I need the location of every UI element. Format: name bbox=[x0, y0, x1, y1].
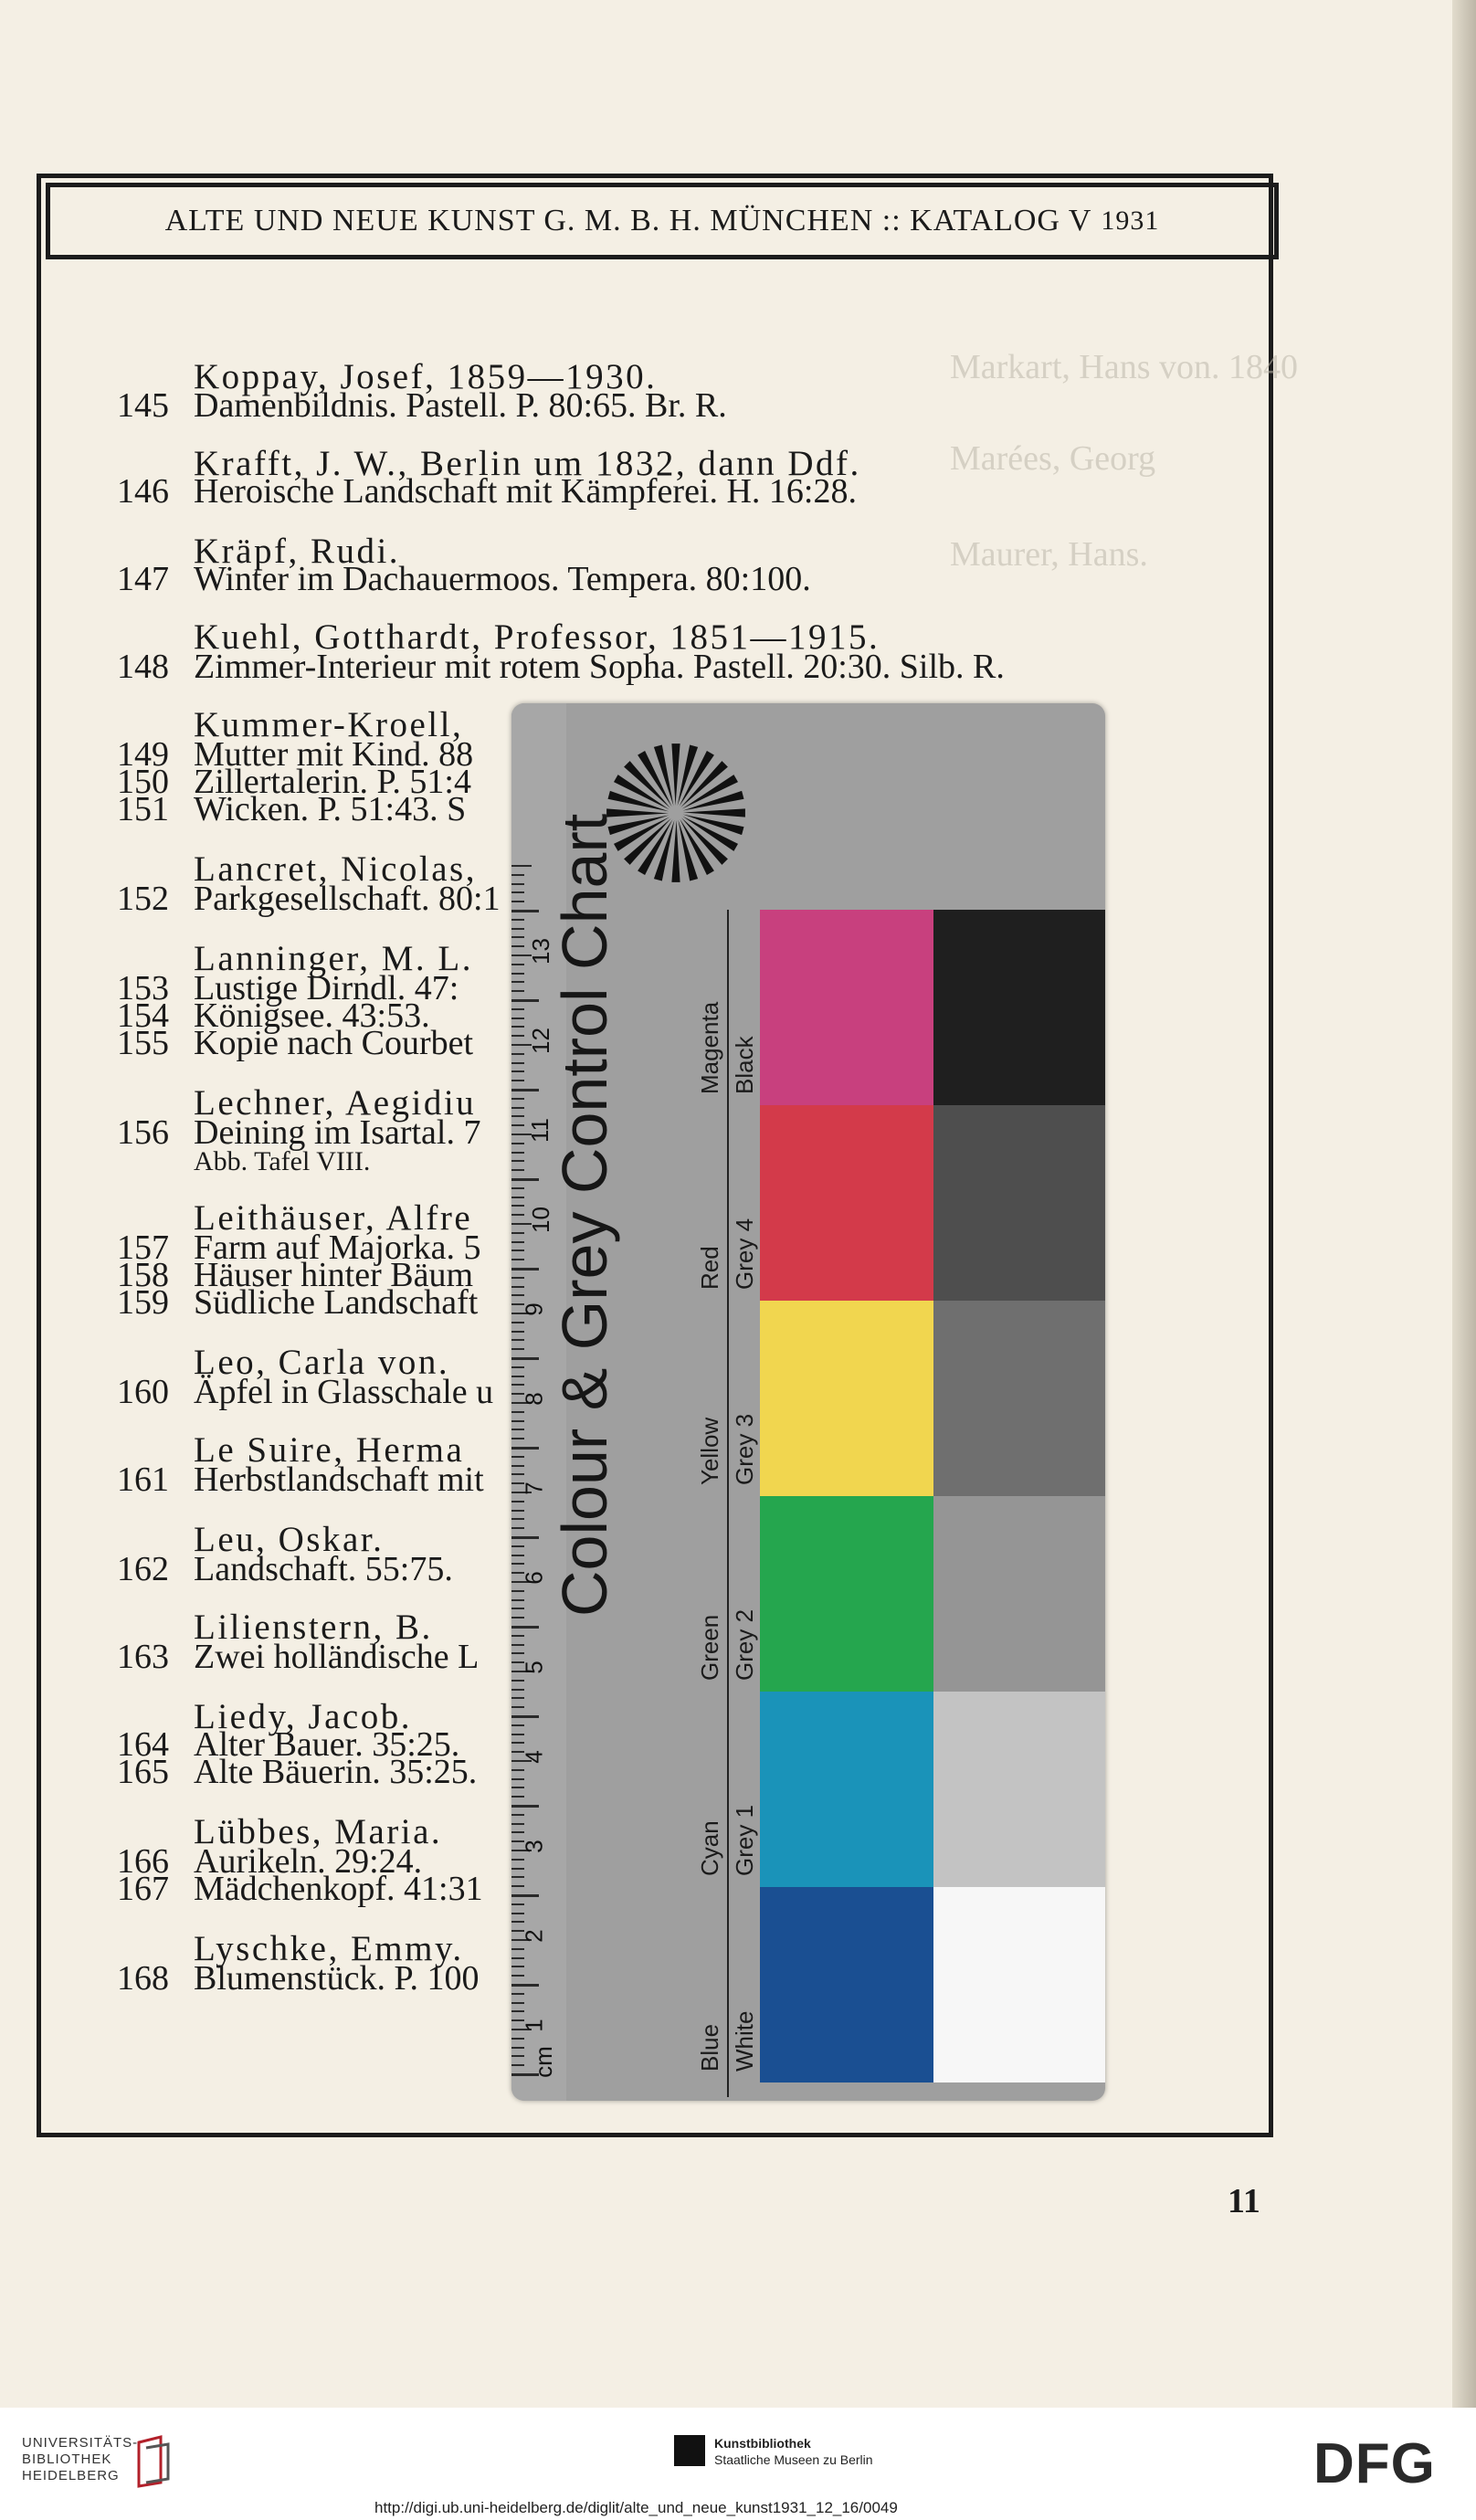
grey-swatch-black bbox=[933, 910, 1105, 1105]
ruler-tick bbox=[511, 1921, 524, 1923]
ruler-tick bbox=[511, 1626, 539, 1629]
ruler-tick bbox=[511, 1035, 524, 1037]
show-through-text: Marées, Georg bbox=[950, 439, 1156, 478]
ruler-tick bbox=[511, 865, 532, 867]
ruler-tick bbox=[511, 1241, 524, 1243]
ruler-tick bbox=[511, 1948, 524, 1950]
entry-text: Abb. Tafel VIII. bbox=[194, 1146, 371, 1176]
entry-text: Kopie nach Courbet bbox=[194, 1024, 474, 1062]
ruler-tick bbox=[511, 1026, 524, 1028]
ruler-number: 4 bbox=[520, 1750, 548, 1764]
entry-number: 152 bbox=[117, 880, 169, 918]
footer bbox=[0, 2408, 1476, 2520]
ruler-tick bbox=[511, 1984, 539, 1987]
entry-number: 166 bbox=[117, 1842, 169, 1881]
library-sub: Staatliche Museen zu Berlin bbox=[714, 2452, 873, 2467]
ruler-tick bbox=[511, 1689, 524, 1691]
entry-text: Lechner, Aegidiu bbox=[194, 1083, 477, 1123]
ruler-tick bbox=[511, 1080, 524, 1081]
entry-number: 150 bbox=[117, 763, 169, 801]
ruler-tick bbox=[511, 1527, 524, 1529]
entry-number: 159 bbox=[117, 1283, 169, 1322]
ruler-tick bbox=[511, 1115, 524, 1117]
ruler-tick bbox=[511, 1232, 524, 1234]
ruler-number: 12 bbox=[526, 1028, 554, 1054]
ruler-tick bbox=[511, 1868, 524, 1870]
entry-text: Alte Bäuerin. 35:25. bbox=[194, 1753, 478, 1791]
dfg-logo: DFG bbox=[1313, 2432, 1436, 2495]
ruler-tick bbox=[511, 1420, 524, 1422]
ruler-tick bbox=[511, 1831, 524, 1833]
ruler-tick bbox=[511, 1680, 524, 1682]
ruler-tick bbox=[511, 1331, 524, 1333]
entry-text: Deining im Isartal. 7 bbox=[194, 1113, 481, 1152]
entry-text: Kummer-Kroell, bbox=[194, 705, 464, 744]
entry-number: 157 bbox=[117, 1228, 169, 1267]
entry-number: 151 bbox=[117, 790, 169, 828]
ruler-tick bbox=[511, 2064, 524, 2066]
ruler-tick bbox=[511, 1197, 524, 1198]
ruler-tick bbox=[511, 1384, 524, 1386]
entry-text: Südliche Landschaft bbox=[194, 1283, 479, 1322]
ruler-number: 3 bbox=[520, 1840, 548, 1853]
entry-text: Liedy, Jacob. bbox=[194, 1697, 412, 1736]
ruler-tick bbox=[511, 1143, 524, 1144]
ruler-tick bbox=[511, 1070, 524, 1072]
ruler-number: 2 bbox=[520, 1929, 548, 1943]
colour-swatch-blue bbox=[760, 1887, 933, 2082]
entry-number: 160 bbox=[117, 1373, 169, 1411]
ruler-tick bbox=[511, 1438, 524, 1439]
sunburst-ray bbox=[683, 791, 744, 811]
ruler-tick bbox=[511, 1286, 524, 1288]
colour-grey-control-chart bbox=[511, 703, 1105, 2101]
colour-label: Red bbox=[696, 1246, 723, 1290]
entry-text: Lilienstern, B. bbox=[194, 1608, 433, 1647]
entry-text: Herbstlandschaft mit bbox=[194, 1460, 484, 1499]
entry-number: 165 bbox=[117, 1753, 169, 1791]
colour-label: Yellow bbox=[696, 1417, 723, 1485]
ruler-number: 8 bbox=[520, 1392, 548, 1406]
entry-text: Äpfel in Glasschale u bbox=[194, 1373, 494, 1411]
ruler-tick bbox=[511, 1975, 524, 1977]
ruler-tick bbox=[511, 910, 539, 912]
ruler-tick bbox=[511, 1357, 539, 1360]
ruler-number: 6 bbox=[520, 1571, 548, 1585]
ruler-tick bbox=[511, 2002, 524, 2004]
entry-text: Zwei holländische L bbox=[194, 1638, 480, 1676]
sunburst-ray bbox=[671, 820, 680, 882]
entry-text: Mädchenkopf. 41:31 bbox=[194, 1870, 483, 1908]
ruler-tick bbox=[511, 1715, 539, 1718]
ruler-tick bbox=[511, 901, 524, 902]
kunstbibliothek-name bbox=[714, 2435, 873, 2468]
entry-number: 156 bbox=[117, 1113, 169, 1152]
entry-text: Damenbildnis. Pastell. P. 80:65. Br. R. bbox=[194, 386, 727, 425]
ruler-tick bbox=[511, 1644, 524, 1646]
grey-label: Black bbox=[731, 1036, 758, 1094]
ruler-tick bbox=[511, 1590, 524, 1592]
ruler-tick bbox=[511, 1008, 524, 1010]
ruler-tick bbox=[511, 1608, 524, 1609]
ruler-tick bbox=[511, 1098, 524, 1100]
ruler-tick bbox=[511, 883, 524, 885]
entry-number: 155 bbox=[117, 1024, 169, 1062]
entry-text: Krafft, J. W., Berlin um 1832, dann Ddf. bbox=[194, 444, 861, 483]
ruler-tick bbox=[511, 1473, 524, 1475]
colour-swatch-green bbox=[760, 1496, 933, 1692]
colour-label: Green bbox=[696, 1614, 723, 1681]
sunburst-ray bbox=[671, 743, 680, 806]
ruler-tick bbox=[511, 1706, 524, 1708]
chart-title: Colour & Grey Control Chart bbox=[549, 813, 620, 1617]
ruler-number: 1 bbox=[520, 2019, 548, 2032]
ruler-tick bbox=[511, 874, 524, 876]
grey-swatch-grey-2 bbox=[933, 1496, 1105, 1692]
grey-swatch-grey-3 bbox=[933, 1301, 1105, 1496]
ruler-tick bbox=[511, 1259, 524, 1260]
ruler-tick bbox=[511, 2055, 524, 2057]
grey-label: White bbox=[731, 2010, 758, 2072]
entry-text: Kuehl, Gotthardt, Professor, 1851—1915. bbox=[194, 617, 880, 657]
ruler-number: 13 bbox=[526, 938, 554, 965]
ruler-tick bbox=[511, 1814, 524, 1816]
entry-text: Leo, Carla von. bbox=[194, 1343, 450, 1382]
entry-number: 147 bbox=[117, 560, 169, 598]
catalog-header-year: 1931 bbox=[1101, 206, 1160, 236]
entry-text: Koppay, Josef, 1859—1930. bbox=[194, 357, 658, 396]
ruler-tick bbox=[511, 1017, 524, 1019]
ruler-tick bbox=[511, 1957, 524, 1959]
ruler-tick bbox=[511, 2038, 524, 2040]
library-name: Kunstbibliothek bbox=[714, 2436, 811, 2451]
ruler-tick bbox=[511, 1294, 524, 1296]
ruler-tick bbox=[511, 1124, 524, 1126]
sunburst-ray bbox=[654, 745, 674, 807]
ruler-tick bbox=[511, 1652, 524, 1654]
ruler-tick bbox=[511, 1348, 524, 1350]
entry-text: Zimmer-Interieur mit rotem Sopha. Pastell. 20:30. Silb. R. bbox=[194, 648, 1005, 686]
ruler-tick bbox=[511, 1062, 524, 1064]
ruler-tick bbox=[511, 1268, 539, 1271]
ruler-tick bbox=[511, 945, 524, 947]
ruler-tick bbox=[511, 1742, 524, 1744]
ruler-tick bbox=[511, 1724, 524, 1726]
university-logo-icon bbox=[133, 2433, 174, 2488]
entry-number: 163 bbox=[117, 1638, 169, 1676]
university-line: HEIDELBERG bbox=[22, 2468, 120, 2483]
ruler-tick bbox=[511, 1635, 524, 1637]
entry-number: 149 bbox=[117, 735, 169, 774]
entry-text: Le Suire, Herma bbox=[194, 1430, 465, 1470]
colour-label: Magenta bbox=[696, 1001, 723, 1094]
ruler-tick bbox=[511, 1339, 524, 1341]
entry-number: 167 bbox=[117, 1870, 169, 1908]
ruler-tick bbox=[511, 1778, 524, 1780]
ruler-tick bbox=[511, 1796, 524, 1798]
ruler-tick bbox=[511, 2047, 524, 2049]
entry-number: 153 bbox=[117, 969, 169, 1007]
ruler-tick bbox=[511, 1563, 524, 1565]
entry-text: Wicken. P. 51:43. S bbox=[194, 790, 467, 828]
sunburst-icon bbox=[603, 740, 749, 886]
ruler-tick bbox=[511, 1249, 524, 1251]
ruler-tick bbox=[511, 981, 524, 983]
ruler-number: 5 bbox=[520, 1661, 548, 1674]
ruler-tick bbox=[511, 1787, 524, 1788]
entry-text: Lancret, Nicolas, bbox=[194, 849, 477, 889]
grey-swatch-grey-1 bbox=[933, 1692, 1105, 1887]
ruler-tick bbox=[511, 1447, 539, 1450]
ruler-number: 7 bbox=[520, 1481, 548, 1495]
entry-text: Aurikeln. 29:24. bbox=[194, 1842, 423, 1881]
ruler-tick bbox=[511, 1913, 524, 1914]
entry-text: Blumenstück. P. 100 bbox=[194, 1959, 480, 1998]
sunburst-ray bbox=[683, 808, 745, 817]
ruler-tick bbox=[511, 1187, 524, 1189]
ruler-tick bbox=[511, 1169, 524, 1171]
ruler-tick bbox=[511, 1697, 524, 1699]
ruler-tick bbox=[511, 2010, 524, 2012]
ruler-tick bbox=[511, 964, 524, 965]
entry-number: 158 bbox=[117, 1256, 169, 1294]
entry-text: Leu, Oskar. bbox=[194, 1520, 385, 1559]
show-through-text: Markart, Hans von. 1840 bbox=[950, 348, 1298, 386]
ruler-tick bbox=[511, 1966, 524, 1967]
grey-label: Grey 3 bbox=[731, 1413, 758, 1485]
ruler-tick bbox=[511, 1885, 524, 1887]
university-line: UNIVERSITÄTS- bbox=[22, 2435, 139, 2451]
entry-text: Lyschke, Emmy. bbox=[194, 1929, 464, 1968]
permalink-url[interactable]: http://digi.ub.uni-heidelberg.de/diglit/alte_und_neue_kunst1931_12_16/0049 bbox=[374, 2499, 898, 2516]
ruler-tick bbox=[511, 1859, 524, 1861]
ruler-tick bbox=[511, 1734, 524, 1735]
grey-swatch-white bbox=[933, 1887, 1105, 2082]
ruler-tick bbox=[511, 1089, 539, 1091]
colour-label: Blue bbox=[696, 2023, 723, 2072]
ruler-number: 11 bbox=[526, 1118, 554, 1143]
ruler-tick bbox=[511, 1993, 524, 1995]
kunstbibliothek-logo-icon bbox=[674, 2435, 705, 2466]
ruler-tick bbox=[511, 936, 524, 938]
ruler-tick bbox=[511, 891, 524, 893]
ruler-tick bbox=[511, 1277, 524, 1279]
ruler-tick bbox=[511, 1411, 524, 1413]
grey-label: Grey 4 bbox=[731, 1218, 758, 1290]
university-line: BIBLIOTHEK bbox=[22, 2451, 112, 2467]
ruler-tick bbox=[511, 1107, 524, 1109]
ruler-tick bbox=[511, 1617, 524, 1618]
colour-swatch-yellow bbox=[760, 1301, 933, 1496]
show-through-text: Maurer, Hans. bbox=[950, 535, 1148, 574]
entry-number: 168 bbox=[117, 1959, 169, 1998]
ruler-tick bbox=[511, 990, 524, 992]
entry-text: Landschaft. 55:75. bbox=[194, 1550, 453, 1588]
entry-number: 145 bbox=[117, 386, 169, 425]
colour-label: Cyan bbox=[696, 1820, 723, 1876]
ruler-number: 10 bbox=[526, 1207, 554, 1233]
ruler-tick bbox=[511, 1160, 524, 1162]
grey-label: Grey 1 bbox=[731, 1804, 758, 1876]
ruler-unit: cm bbox=[529, 2046, 557, 2078]
ruler-tick bbox=[511, 1545, 524, 1547]
entry-number: 162 bbox=[117, 1550, 169, 1588]
entry-text: Kräpf, Rudi. bbox=[194, 532, 401, 571]
entry-text: Heroische Landschaft mit Kämpferei. H. 16:28. bbox=[194, 472, 857, 511]
entry-number: 164 bbox=[117, 1725, 169, 1764]
ruler-number: 9 bbox=[520, 1302, 548, 1316]
ruler-tick bbox=[511, 1501, 524, 1503]
chart-divider bbox=[727, 910, 729, 2097]
ruler-tick bbox=[511, 1876, 524, 1878]
entry-number: 161 bbox=[117, 1460, 169, 1499]
ruler-tick bbox=[511, 1178, 539, 1181]
ruler-tick bbox=[511, 1456, 524, 1458]
page-number: 11 bbox=[1228, 2182, 1260, 2220]
ruler-tick bbox=[511, 1366, 524, 1368]
entry-text: Lustige Dirndl. 47: bbox=[194, 969, 459, 1007]
ruler-tick bbox=[511, 928, 524, 930]
ruler-tick bbox=[511, 1214, 524, 1216]
ruler-tick bbox=[511, 1894, 539, 1897]
entry-number: 148 bbox=[117, 648, 169, 686]
grey-label: Grey 2 bbox=[731, 1608, 758, 1681]
grey-swatch-grey-4 bbox=[933, 1105, 1105, 1301]
entry-text: Leithäuser, Alfre bbox=[194, 1198, 473, 1238]
catalog-header-title: ALTE UND NEUE KUNST G. M. B. H. MÜNCHEN :: KATALOG V bbox=[164, 204, 1092, 237]
ruler-tick bbox=[511, 1510, 524, 1512]
colour-swatch-cyan bbox=[760, 1692, 933, 1887]
ruler-tick bbox=[511, 1555, 524, 1556]
university-library-name bbox=[22, 2435, 138, 2484]
ruler-tick bbox=[511, 1152, 524, 1154]
ruler-tick bbox=[511, 1769, 524, 1771]
ruler-tick bbox=[511, 1823, 524, 1825]
ruler-tick bbox=[511, 1805, 539, 1808]
entry-number: 154 bbox=[117, 996, 169, 1035]
entry-text: Parkgesellschaft. 80:1 bbox=[194, 880, 501, 918]
entry-text: Mutter mit Kind. 88 bbox=[194, 735, 474, 774]
ruler-tick bbox=[511, 1465, 524, 1467]
entry-text: Alter Bauer. 35:25. bbox=[194, 1725, 460, 1764]
ruler-tick bbox=[511, 919, 524, 921]
entry-text: Königsee. 43:53. bbox=[194, 996, 430, 1035]
entry-text: Lanninger, M. L. bbox=[194, 939, 473, 978]
entry-text: Zillertalerin. P. 51:4 bbox=[194, 763, 471, 801]
entry-text: Winter im Dachauermoos. Tempera. 80:100. bbox=[194, 560, 811, 598]
sunburst-ray bbox=[679, 820, 699, 881]
ruler-tick bbox=[511, 1205, 524, 1207]
ruler-tick bbox=[511, 999, 539, 1002]
colour-swatch-magenta bbox=[760, 910, 933, 1105]
entry-text: Lübbes, Maria. bbox=[194, 1812, 443, 1851]
entry-text: Farm auf Majorka. 5 bbox=[194, 1228, 481, 1267]
ruler-tick bbox=[511, 1903, 524, 1905]
ruler-tick bbox=[511, 1536, 539, 1539]
ruler-tick bbox=[511, 1322, 524, 1323]
ruler-tick bbox=[511, 1599, 524, 1601]
ruler-tick bbox=[511, 1518, 524, 1520]
entry-text: Häuser hinter Bäum bbox=[194, 1256, 474, 1294]
ruler-tick bbox=[511, 1429, 524, 1430]
colour-swatch-red bbox=[760, 1105, 933, 1301]
ruler-tick bbox=[511, 1376, 524, 1377]
ruler-tick bbox=[511, 1053, 524, 1055]
ruler-tick bbox=[511, 973, 524, 975]
entry-number: 146 bbox=[117, 472, 169, 511]
